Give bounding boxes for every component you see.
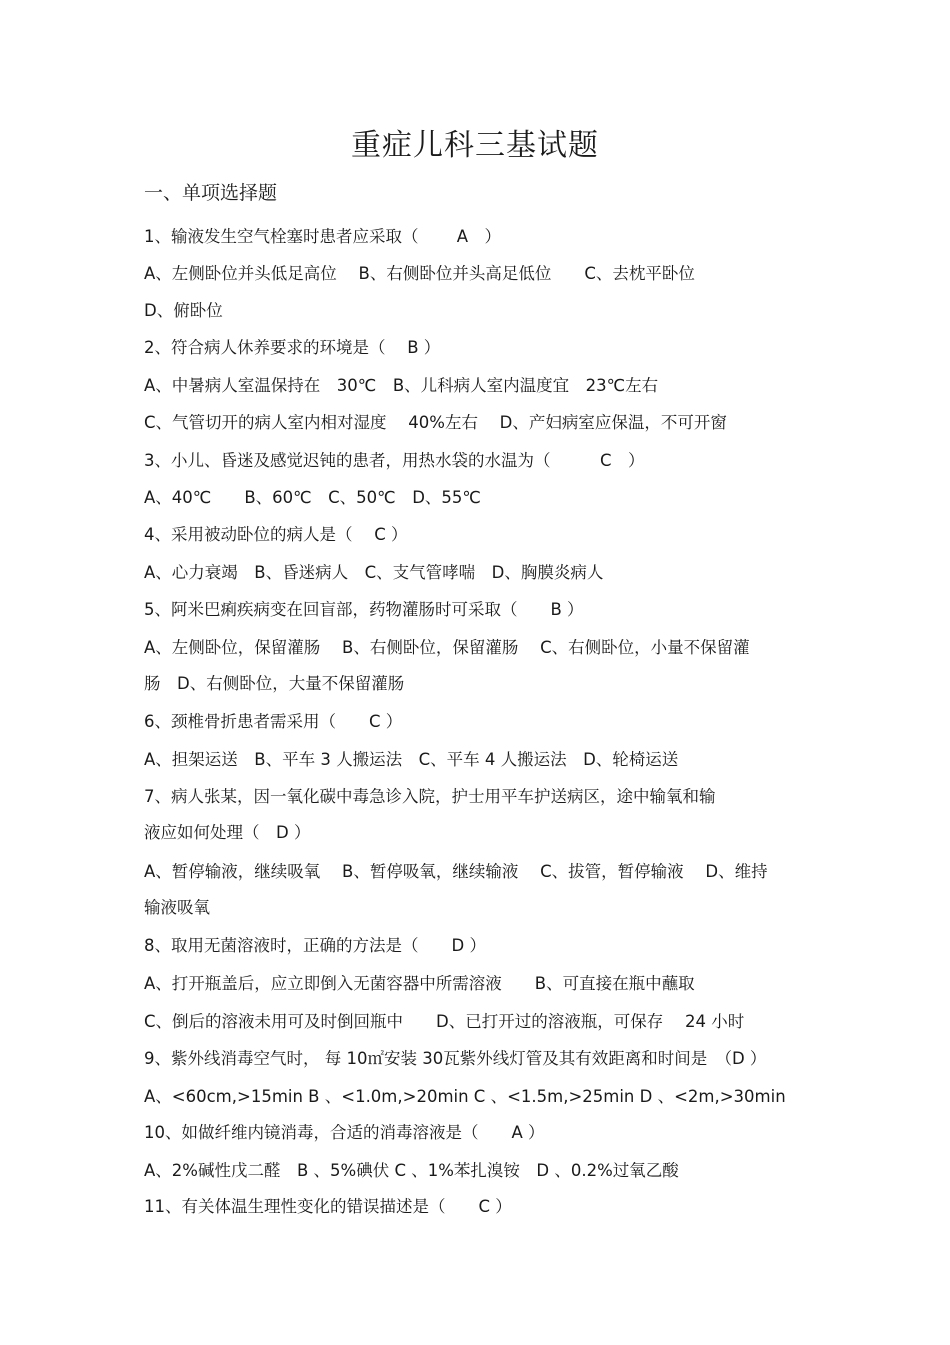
- option-line: A、40℃ B、60℃ C、50℃ D、55℃: [144, 488, 481, 507]
- question-line: 6、颈椎骨折患者需采用（ C ）: [144, 712, 403, 731]
- option-line: A、心力衰竭 B、昏迷病人 C、支气管哮喘 D、胸膜炎病人: [144, 563, 604, 582]
- question-line: 1、输液发生空气栓塞时患者应采取（ A ）: [144, 227, 502, 246]
- option-line: A、打开瓶盖后，应立即倒入无菌容器中所需溶液 B、可直接在瓶中蘸取: [144, 974, 695, 993]
- question-line: 4、采用被动卧位的病人是（ C ）: [144, 525, 408, 544]
- option-line: A、<60cm,>15min B 、<1.0m,>20min C 、<1.5m,>25min D 、<2m,>30min: [144, 1087, 786, 1106]
- option-line: C、气管切开的病人室内相对湿度 40%左右 D、产妇病室应保温，不可开窗: [144, 413, 727, 432]
- option-line: 肠 D、右侧卧位，大量不保留灌肠: [144, 674, 405, 693]
- option-line: A、担架运送 B、平车 3 人搬运法 C、平车 4 人搬运法 D、轮椅运送: [144, 750, 679, 769]
- option-line: A、暂停输液，继续吸氧 B、暂停吸氧，继续输液 C、拔管，暂停输液 D、维持: [144, 862, 768, 881]
- option-line: A、中暑病人室温保持在 30℃ B、儿科病人室内温度宜 23℃左右: [144, 376, 659, 395]
- question-line: 7、病人张某，因一氧化碳中毒急诊入院，护士用平车护送病区，途中输氧和输: [144, 787, 716, 806]
- document-title: 重症儿科三基试题: [351, 128, 599, 163]
- question-line: 11、有关体温生理性变化的错误描述是（ C ）: [144, 1197, 512, 1216]
- option-line: C、倒后的溶液未用可及时倒回瓶中 D、已打开过的溶液瓶，可保存 24 小时: [144, 1012, 745, 1031]
- option-line: D、俯卧位: [144, 301, 223, 320]
- option-line: A、左侧卧位并头低足高位 B、右侧卧位并头高足低位 C、去枕平卧位: [144, 264, 695, 283]
- option-line: 输液吸氧: [144, 898, 210, 917]
- question-line: 8、取用无菌溶液时，正确的方法是（ D ）: [144, 936, 486, 955]
- question-line: 5、阿米巴痢疾病变在回盲部，药物灌肠时可采取（ B ）: [144, 600, 584, 619]
- option-line: A、2%碱性戊二醛 B 、5%碘伏 C 、1%苯扎溴铵 D 、0.2%过氧乙酸: [144, 1161, 679, 1180]
- question-line: 9、紫外线消毒空气时， 每 10㎡安装 30瓦紫外线灯管及其有效距离和时间是 （D ）: [144, 1049, 767, 1068]
- option-line: A、左侧卧位，保留灌肠 B、右侧卧位，保留灌肠 C、右侧卧位，小量不保留灌: [144, 638, 750, 657]
- question-line: 3、小儿、昏迷及感觉迟钝的患者，用热水袋的水温为（ C ）: [144, 451, 645, 470]
- question-line: 2、符合病人休养要求的环境是（ B ）: [144, 338, 441, 357]
- section-heading: 一、单项选择题: [144, 182, 278, 204]
- question-line: 液应如何处理（ D ）: [144, 823, 311, 842]
- question-line: 10、如做纤维内镜消毒，合适的消毒溶液是（ A ）: [144, 1123, 545, 1142]
